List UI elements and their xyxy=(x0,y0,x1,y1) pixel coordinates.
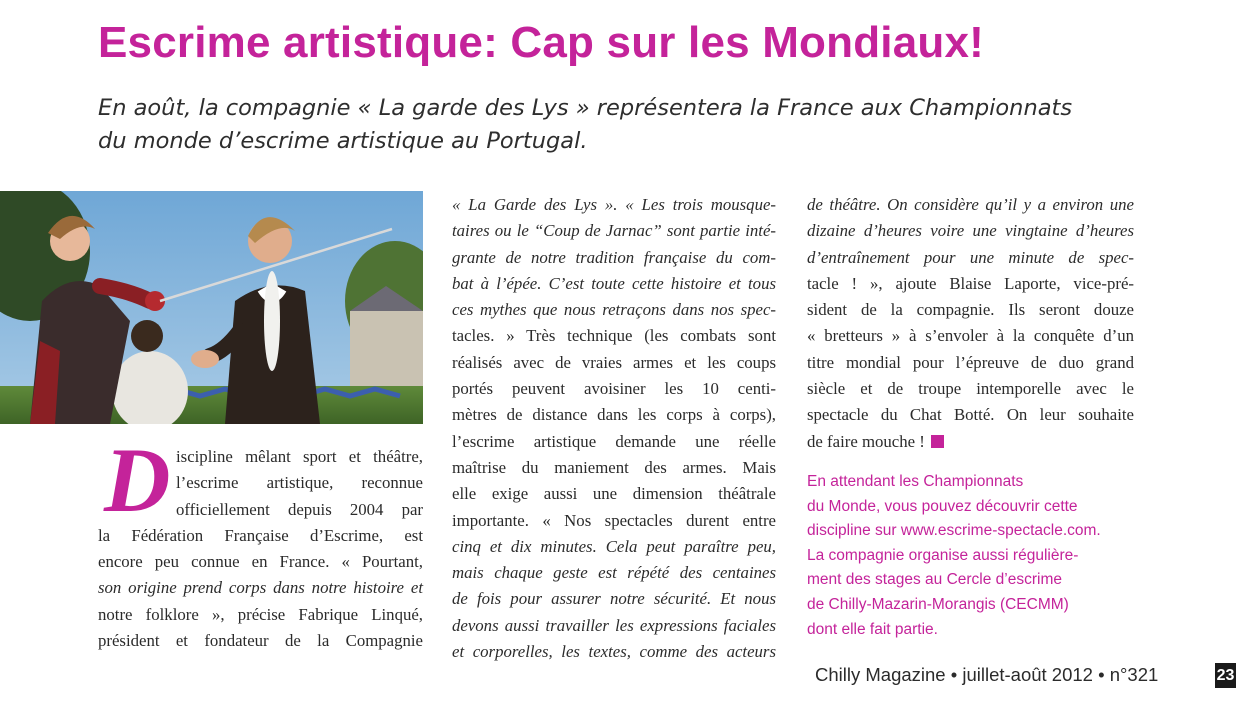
info-line: En attendant les Championnats xyxy=(807,473,1024,490)
text-line: mètres de distance dans les corps à corps), xyxy=(452,405,776,425)
article-title: Escrime artistique: Cap sur les Mondiaux! xyxy=(98,18,984,67)
text-line: elle exige aussi une dimension théâtrale xyxy=(452,484,776,504)
text-line: devons aussi travailler les expressions faciales xyxy=(452,615,776,635)
article-column-3 xyxy=(807,192,1134,455)
article-subtitle xyxy=(98,92,1072,158)
text-line: siècle et de troupe intemporelle avec le xyxy=(807,379,1134,399)
text-line: maîtrise du maniement des armes. Mais xyxy=(452,457,776,477)
text-line: la Fédération Française d’Escrime, est xyxy=(98,525,423,545)
text-line: l’escrime artistique, reconnue xyxy=(176,473,423,493)
text-line: officiellement depuis 2004 par xyxy=(176,499,423,519)
text-line: notre folklore », précise Fabrique Linqué, xyxy=(98,604,423,624)
text-line: dizaine d’heures voire une vingtaine d’heures xyxy=(807,221,1134,241)
text-line: portés peuvent avoisiner les 10 centi- xyxy=(452,379,776,399)
text-line: importante. « Nos spectacles durent entre xyxy=(452,510,776,530)
text-line: titre mondial pour l’épreuve de duo grand xyxy=(807,352,1134,372)
info-line: de Chilly-Mazarin-Morangis (CECMM) xyxy=(807,595,1069,613)
text-line: grante de notre tradition française du com- xyxy=(452,247,776,267)
text-line-last xyxy=(807,429,1134,455)
text-line: président et fondateur de la Compagnie xyxy=(98,631,423,651)
text-line: réalisés avec de vraies armes et les coups xyxy=(452,352,776,372)
text-line: de faire mouche ! xyxy=(807,431,925,451)
article-column-1 xyxy=(98,444,423,654)
fencing-photo xyxy=(0,191,423,424)
info-line: ment des stages au Cercle d’escrime xyxy=(807,571,1063,589)
info-line: dont elle fait partie. xyxy=(807,620,938,638)
text-line: son origine prend corps dans notre histoire et xyxy=(98,578,423,598)
subtitle-line: En août, la compagnie « La garde des Lys » représentera la France aux Championnats xyxy=(98,95,1073,121)
page-number: 23 xyxy=(1215,663,1236,688)
info-line: du Monde, vous pouvez découvrir cette xyxy=(807,497,1078,515)
subtitle-line: du monde d’escrime artistique au Portugal. xyxy=(98,128,588,154)
text-line: tacle ! », ajoute Blaise Laporte, vice-pré- xyxy=(807,273,1134,293)
text-line: sident de la compagnie. Ils seront douze xyxy=(807,300,1134,320)
info-line: La compagnie organise aussi régulière- xyxy=(807,546,1079,564)
text-line: tacles. » Très technique (les combats sont xyxy=(452,326,776,346)
text-line: mais chaque geste est répété des centaines xyxy=(452,563,776,583)
text-line: iscipline mêlant sport et théâtre, xyxy=(176,447,423,466)
text-line: cinq et dix minutes. Cela peut paraître peu, xyxy=(452,536,776,556)
text-line: taires ou le “Coup de Jarnac” sont partie inté- xyxy=(452,221,776,241)
fencing-photo-illustration xyxy=(0,191,423,424)
text-line: spectacle du Chat Botté. On leur souhaite xyxy=(807,405,1134,425)
info-box xyxy=(807,470,1101,642)
text-line: encore peu connue en France. « Pourtant, xyxy=(98,552,423,572)
drop-cap: D xyxy=(104,429,171,531)
text-line: et corporelles, les textes, comme des acteurs xyxy=(452,642,776,662)
text-line: de théâtre. On considère qu’il y a environ une xyxy=(807,195,1134,214)
magazine-footer: Chilly Magazine • juillet-août 2012 • n°321 xyxy=(815,664,1159,685)
text-line: l’escrime artistique demande une réelle xyxy=(452,431,776,451)
text-line: ces mythes que nous retraçons dans nos spec- xyxy=(452,300,776,320)
text-line: de fois pour assurer notre sécurité. Et nous xyxy=(452,589,776,609)
info-line: discipline sur www.escrime-spectacle.com. xyxy=(807,522,1101,540)
text-line: « bretteurs » à s’envoler à la conquête d’un xyxy=(807,326,1134,346)
text-line: « La Garde des Lys ». « Les trois mousque- xyxy=(452,195,776,214)
end-mark-icon xyxy=(931,435,944,448)
text-line: d’entraînement pour une minute de spec- xyxy=(807,247,1134,267)
article-column-2 xyxy=(452,192,776,665)
text-line: bat à l’épée. C’est toute cette histoire et tous xyxy=(452,273,776,293)
